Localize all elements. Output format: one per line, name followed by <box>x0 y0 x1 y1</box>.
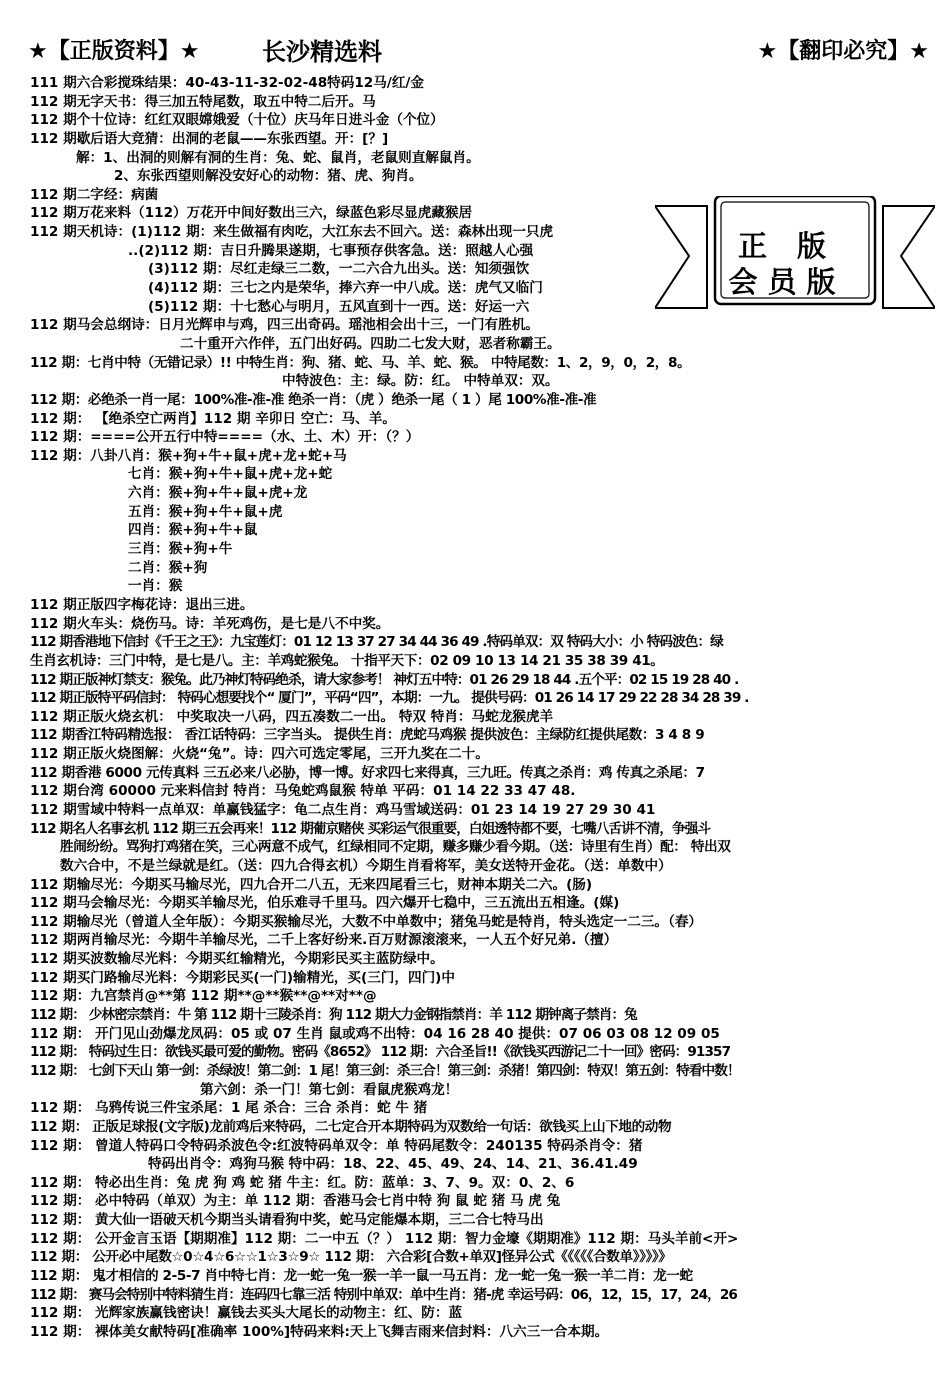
text-line: 112 期正版火烧玄机： 中奖取决一八码，四五凑数二一出。 特双 特肖：马蛇龙猴虎羊 <box>30 708 554 725</box>
text-line: 112 期： 【绝杀空亡两肖】112 期 辛卯日 空亡：马、羊。 <box>30 410 396 427</box>
stamp-line-1: 正 版 <box>737 229 837 263</box>
text-line: 112 期输尽光（曾道人全年版）：今期买猴输尽光，大数不中单数中；猪兔马蛇是特肖，特头选定一二三。（春） <box>30 913 703 930</box>
header-right-label: ★【翻印必究】★ <box>757 39 929 64</box>
text-line: 112 期正版特平码信封： 特码心想要找个“ 厦门”，平码“四”，本期：一九。 提供号码：01 26 14 17 29 22 28 34 28 39 . <box>30 690 749 707</box>
text-line: 二肖：猴+狗 <box>128 559 208 576</box>
text-line: 112 期： 必中特码（单双）为主：单 112 期：香港马会七肖中特 狗 鼠 蛇 猪 马 虎 兔 <box>30 1193 561 1210</box>
page-title: 长沙精选料 <box>262 38 382 66</box>
text-line: 112 期： 黄大仙一语破天机今期当头请看狗中奖，蛇马定能爆本期，三二合七特马出 <box>30 1212 544 1229</box>
text-line: 112 期天机诗：(1)112 期：来生做福有肉吃，大江东去不回六。送：森林出现一只虎 <box>30 224 554 241</box>
text-line: 112 期马会输尽光：今期买羊输尽光，伯乐难寻千里马。四六爆开七稳中，三五流出五相逢。(媒) <box>30 895 620 912</box>
text-line: 解：1、出洞的则解有洞的生肖：兔、蛇、鼠肖，老鼠则直解鼠肖。 <box>76 149 480 166</box>
text-line: 2、东张西望则解没安好心的动物：猪、虎、狗肖。 <box>114 168 423 185</box>
text-line: 112 期香港地下信封《千王之王》：九宝莲灯：01 12 13 37 27 34 44 36 49 .特码单双：双 特码大小：小 特码波色：绿 <box>30 634 723 651</box>
text-line: 112 期马会总纲诗：日月光辉申与鸡，四三出奇码。瑶池相会出十三，一门有胜机。 <box>30 317 539 334</box>
text-line: 111 期六合彩搅珠结果：40-43-11-32-02-48特码12马/红/金 <box>30 75 424 91</box>
text-line: 112 期： 裸体美女献特码[准确率 100%]特码来料:天上飞舞吉雨来信封料：八六三一合本期。 <box>30 1323 609 1340</box>
text-line: 112 期：七肖中特（无错记录）!! 中特生肖：狗、猪、蛇、马、羊、蛇、猴。 中特尾数：1、2，9，0，2，8。 <box>30 354 691 371</box>
header-left-label: ★【正版资料】★ <box>28 39 200 64</box>
text-line: 112 期香港 6000 元传真料 三五必来八必胁，博一博。好求四七来得真，三九旺。传真之杀肖：鸡 传真之杀尾：7 <box>30 764 705 781</box>
text-line: 生肖玄机诗：三门中特，是七是八。主：羊鸡蛇猴兔。 十指平天下：02 09 10 13 14 21 35 38 39 41。 <box>30 652 664 669</box>
text-line: 112 期二字经：病菌 <box>30 186 159 203</box>
text-line: 五肖：猴+狗+牛+鼠+虎 <box>128 503 283 520</box>
text-line: 112 期火车头：烧伤马。诗：羊死鸡伤，是七是八不中奖。 <box>30 615 390 632</box>
text-line: 112 期买门路输尽光料：今期彩民买(一门)输精光，买(三门，四门)中 <box>30 969 455 986</box>
text-line: 112 期： 正版足球报(文字版)龙前鸡后来特码，二七定合开本期特码为双数给一句话：欲钱买上山下地的动物 <box>30 1118 672 1135</box>
text-line: 六肖：猴+狗+牛+鼠+虎+龙 <box>128 485 308 502</box>
text-line: 112 期两肖输尽光：今期牛羊输尽光，二千上客好纷来.百万财源滚滚来，一人五个好兄弟.（擅） <box>30 932 618 949</box>
text-line: 112 期： 七剑下天山 第一剑：杀绿波！第二剑：1 尾！第三剑：杀三合！第三剑：杀猪！第四剑：特双！第五剑：特看中数！ <box>30 1062 740 1079</box>
text-line: 112 期台湾 60000 元来料信封 特肖：马兔蛇鸡鼠猴 特单 平码：01 14 22 33 47 48. <box>30 783 576 800</box>
text-line: 112 期： 鬼才相信的 2-5-7 肖中特七肖：龙一蛇一兔一猴一羊一鼠一马五肖：龙一蛇一兔一猴一羊二肖：龙一蛇 <box>30 1268 693 1284</box>
text-line: 特码出肖令：鸡狗马猴 特中码：18、22、45、49、24、14、21、36.41.49 <box>148 1156 638 1173</box>
page-header <box>0 30 951 64</box>
text-line: 112 期： 乌鸦传说三件宝杀尾：1 尾 杀合：三合 杀肖：蛇 牛 猪 <box>30 1100 428 1117</box>
text-line: 112 期：九宫禁肖@**第 112 期**@**猴**@**对**@ <box>30 988 377 1005</box>
text-line: 112 期歇后语大竞猜：出洞的老鼠——东张西望。开：[？] <box>30 130 389 147</box>
text-line: (4)112 期：三七之内是荣华，捧六弃一中八成。送：虎气又临门 <box>148 280 543 297</box>
text-line: 112 期万花来料（112）万花开中间好数出三六，绿蓝色彩尽显虎藏猴居 <box>30 205 473 222</box>
text-line: 七肖：猴+狗+牛+鼠+虎+龙+蛇 <box>128 466 333 483</box>
text-line: 112 期：必绝杀一肖一尾：100%准-准-准 绝杀一肖：（虎 ）绝杀一尾（ 1 ）尾 100%准-准-准 <box>30 391 597 408</box>
text-line: 数六合中，不是兰绿就是红。（送：四九合得玄机）今期生肖看将军，美女送特开金花。（送：单数中） <box>60 857 672 874</box>
text-line: 一肖：猴 <box>128 578 183 595</box>
text-line: 112 期：八卦八肖：猴+狗+牛+鼠+虎+龙+蛇+马 <box>30 447 347 464</box>
text-line: 中特波色：主：绿。防：红。 中特单双：双。 <box>282 373 559 390</box>
text-line: 112 期买波数输尽光料：今期买红输精光，今期彩民买主蓝防绿中。 <box>30 951 444 968</box>
text-line: 胜闹纷纷。骂狗打鸡猪在笑，三心两意不成气，红绿相同不定期，赚多赚少看今期。（送：诗里有生肖）配： 特出双 <box>60 839 731 856</box>
text-line: 112 期名人名事玄机 112 期三五会再来！112 期葡京赌侠 买彩运气很重要，白姐透特都不要，七嘴八舌讲不清，争强斗 <box>30 820 711 837</box>
text-line: 第六剑：杀一门！第七剑：看鼠虎猴鸡龙！ <box>200 1081 459 1098</box>
text-line: 112 期正版火烧图解：火烧“兔”。诗：四六可选定零尾，三开九奖在二十。 <box>30 746 489 763</box>
text-line: 112 期无字天书：得三加五特尾数，取五中特二后开。马 <box>30 93 376 110</box>
text-line: 三肖：猴+狗+牛 <box>128 541 233 558</box>
text-line: 112 期： 公开金言玉语【期期准】112 期：二一中五（？） 112 期：智力金壕《期期准》112 期：马头羊前<开> <box>30 1230 739 1247</box>
text-line: 112 期： 特必出生肖：兔 虎 狗 鸡 蛇 猪 牛主：红。防：蓝单：3、7、9。双：0、2、6 <box>30 1174 575 1191</box>
text-line: ..(2)112 期：吉日升腾果遂期，七事预存供客急。送：照越人心强 <box>128 242 534 259</box>
text-line: 112 期香江特码精选报： 香江话特码：三字当头。 提供生肖：虎蛇马鸡猴 提供波色：主绿防红提供尾数：3 4 8 9 <box>30 727 705 744</box>
text-line: 二十重开六作伴，五门出好码。四助二七发大财，恶者称霸王。 <box>180 335 561 352</box>
text-line: 112 期正版神灯禁支：猴兔。此乃神灯特码绝杀，请大家参考！ 神灯五中特：01 26 29 18 44 .五个平：02 15 19 28 40 . <box>30 671 739 688</box>
text-line: 112 期雪域中特料一点单双：单赢钱猛字：龟二点生肖：鸡马雪域送码：01 23 14 19 27 29 30 41 <box>30 801 656 818</box>
text-line: (5)112 期：十七愁心与明月，五风直到十一西。送：好运一六 <box>148 298 530 315</box>
text-line: 112 期：====公开五行中特====（水、土、木）开：（？） <box>30 429 420 446</box>
text-line: 112 期： 曾道人特码口令特码杀波色令:红波特码单双令：单 特码尾数令：240135 特码杀肖令：猪 <box>30 1137 643 1154</box>
text-line: (3)112 期：尽红走绿三二数，一二六合九出头。送：知须强饮 <box>148 261 530 278</box>
stamp-line-2: 会员版 <box>728 265 846 299</box>
text-line: 112 期： 特码过生日：欲钱买最可爱的勤物。密码《8652》 112 期：六合圣旨!!《欲钱买西游记二十一回》密码：91357 <box>30 1044 731 1061</box>
text-line: 112 期输尽光：今期买马输尽光，四九合开二八五，无来四尾看三七，财神本期关二六。(肠) <box>30 876 593 893</box>
text-line: 112 期： 公开必中尾数☆0☆4☆6☆☆1☆3☆9☆ 112 期： 六合彩[合数+单双]怪异公式《《《《《合数单》》》》》 <box>30 1249 672 1266</box>
text-line: 112 期个十位诗：红红双眼嫦娥爱（十位）庆马年日进斗金（个位） <box>30 112 444 129</box>
text-line: 112 期： 少林密宗禁肖：牛 第 112 期十三陵杀肖：狗 112 期大力金钢指禁肖：羊 112 期钟离子禁肖：兔 <box>30 1007 637 1024</box>
text-line: 112 期： 光辉家族赢钱密诀！赢钱去买头大尾长的动物主：红、防：蓝 <box>30 1305 463 1322</box>
text-line: 112 期： 赛马会特别中特料猜生肖：连码四七靠三活 特别中单双：单中生肖：猪-虎 幸运号码：06，12，15，17，24，26 <box>30 1286 737 1303</box>
text-line: 112 期： 开门见山劲爆龙凤码：05 或 07 生肖 鼠或鸡不出特：04 16 28 40 提供：07 06 03 08 12 09 05 <box>30 1025 720 1042</box>
document-body <box>30 74 940 1342</box>
text-line: 四肖：猴+狗+牛+鼠 <box>128 522 258 539</box>
text-line: 112 期正版四字梅花诗：退出三进。 <box>30 596 254 613</box>
